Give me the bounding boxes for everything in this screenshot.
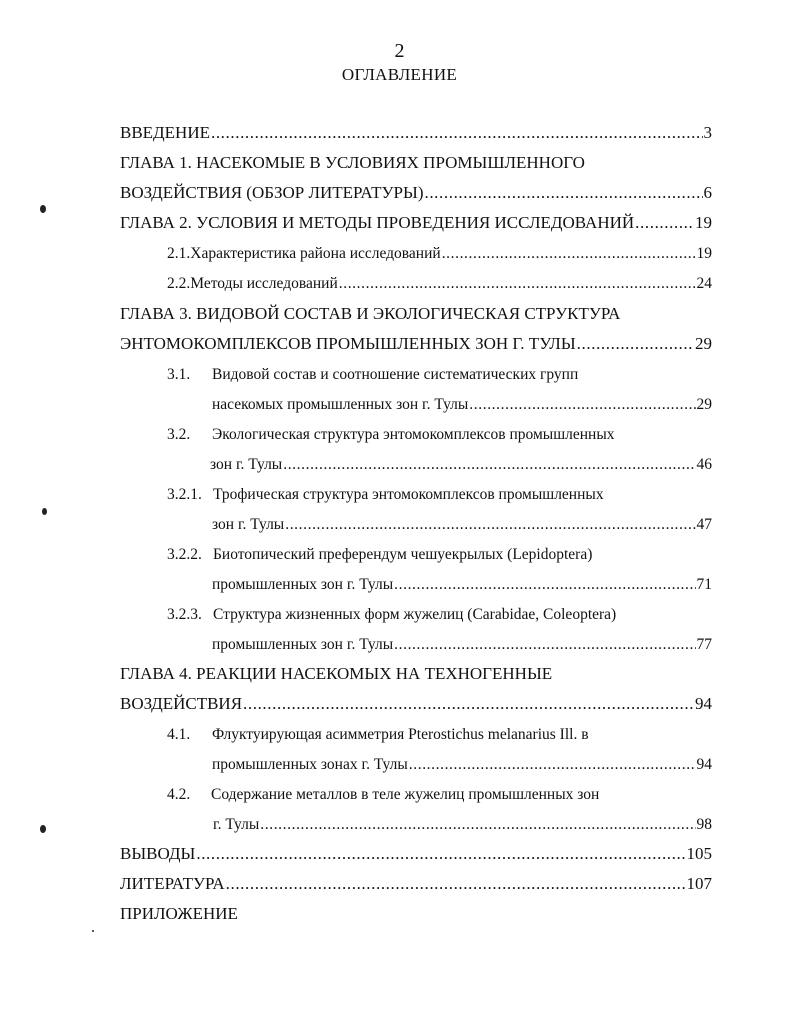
toc-entry-text: насекомых промышленных зон г. Тулы — [212, 396, 469, 413]
toc-leader-dots — [226, 872, 686, 896]
toc-entry-page: 105 — [686, 844, 712, 863]
toc-leader-dots — [442, 242, 696, 266]
scan-speck — [92, 930, 94, 932]
toc-entry-4-2-line2[interactable] — [213, 813, 712, 837]
toc-leader-dots — [577, 332, 694, 356]
toc-entry-page: 29 — [696, 396, 712, 413]
toc-entry-4-2-line1[interactable] — [167, 783, 712, 807]
toc-entry-text: ЛИТЕРАТУРА — [120, 874, 225, 893]
toc-entry-text: ВЫВОДЫ — [120, 844, 196, 863]
toc-entry-text: ЭНТОМОКОМПЛЕКСОВ ПРОМЫШЛЕННЫХ ЗОН Г. ТУЛЫ — [120, 334, 576, 353]
toc-entry-text: промышленных зон г. Тулы — [212, 636, 394, 653]
toc-entry-text: ПРИЛОЖЕНИЕ — [120, 904, 238, 923]
toc-leader-dots — [394, 633, 695, 657]
toc-entry-page: 19 — [696, 245, 712, 262]
toc-entry-text: Экологическая структура энтомокомплексов промышленных — [212, 426, 615, 443]
toc-entry-page: 46 — [696, 456, 712, 473]
toc-leader-dots — [394, 573, 695, 597]
toc-entry-page: 6 — [703, 183, 712, 202]
toc-entry-page: 47 — [696, 516, 712, 533]
toc-entry-text: зон г. Тулы — [210, 456, 283, 473]
toc-entry-text: Содержание металлов в теле жужелиц промышленных зон — [211, 786, 600, 803]
toc-entry-text: ГЛАВА 2. УСЛОВИЯ И МЕТОДЫ ПРОВЕДЕНИЯ ИССЛЕДОВАНИЙ — [120, 213, 635, 232]
toc-leader-dots — [424, 181, 702, 205]
toc-entry-literature[interactable] — [120, 872, 712, 896]
toc-leader-dots — [243, 692, 694, 716]
toc-entry-number: 4.2. — [167, 786, 191, 803]
toc-entry-page: 94 — [696, 756, 712, 773]
toc-entry-3-2-3-line2[interactable] — [212, 633, 712, 657]
toc-entry-2-1[interactable] — [167, 242, 712, 266]
toc-entry-ch1-line1[interactable] — [120, 151, 712, 175]
toc-entry-ch4-line2[interactable] — [120, 692, 712, 716]
toc-entry-number: 3.2.2. — [167, 546, 202, 563]
toc-entry-3-2-line2[interactable] — [210, 453, 712, 477]
toc-entry-page: 19 — [695, 213, 712, 232]
toc-entry-text: ВВЕДЕНИЕ — [120, 123, 210, 142]
toc-entry-ch2[interactable] — [120, 211, 712, 235]
toc-entry-page: 29 — [695, 334, 712, 353]
toc-leader-dots — [260, 813, 695, 837]
toc-entry-ch3-line2[interactable] — [120, 332, 712, 356]
toc-entry-page: 107 — [686, 874, 712, 893]
toc-entry-page: 77 — [696, 636, 712, 653]
toc-entry-conclusions[interactable] — [120, 842, 712, 866]
toc-leader-dots — [283, 453, 695, 477]
toc-entry-3-2-3-line1[interactable] — [167, 603, 712, 627]
toc-leader-dots — [469, 393, 695, 417]
toc-leader-dots — [285, 513, 695, 537]
toc-entry-text: зон г. Тулы — [212, 516, 285, 533]
toc-entry-text: Трофическая структура энтомокомплексов промышленных — [213, 486, 604, 503]
toc-entry-3-1-line1[interactable] — [167, 363, 712, 387]
toc-entry-4-1-line1[interactable] — [167, 723, 712, 747]
toc-leader-dots — [196, 842, 685, 866]
toc-leader-dots — [339, 272, 696, 296]
toc-entry-3-2-1-line2[interactable] — [212, 513, 712, 537]
toc-entry-3-2-2-line1[interactable] — [167, 543, 712, 567]
toc-entry-ch4-line1[interactable] — [120, 662, 712, 686]
toc-entry-text: ГЛАВА 1. НАСЕКОМЫЕ В УСЛОВИЯХ ПРОМЫШЛЕННОГО — [120, 153, 585, 172]
toc-entry-ch3-line1[interactable] — [120, 302, 712, 326]
toc-entry-page: 71 — [696, 576, 712, 593]
toc-entry-number: 4.1. — [167, 726, 191, 743]
scan-speck — [42, 508, 47, 515]
toc-entry-2-2[interactable] — [167, 272, 712, 296]
toc-entry-page: 98 — [696, 816, 712, 833]
toc-leader-dots — [409, 753, 696, 777]
toc-entry-text: ВОЗДЕЙСТВИЯ — [120, 694, 243, 713]
toc-entry-page: 94 — [695, 694, 712, 713]
scan-speck — [40, 205, 46, 213]
toc-entry-text: Биотопический преферендум чешуекрылых (Lepidoptera) — [213, 546, 593, 563]
toc-entry-number: 2.2. — [167, 275, 191, 292]
toc-entry-page: 24 — [696, 275, 712, 292]
toc-entry-number: 3.1. — [167, 366, 191, 383]
scan-speck — [40, 825, 46, 833]
toc-entry-text: Характеристика района исследований — [190, 245, 441, 262]
toc-entry-text: Структура жизненных форм жужелиц (Carabidae, Coleoptera) — [213, 606, 617, 623]
toc-entry-page: 3 — [703, 123, 712, 142]
toc-entry-ch1-line2[interactable] — [120, 181, 712, 205]
toc-entry-text: промышленных зонах г. Тулы — [212, 756, 408, 773]
toc-entry-3-2-2-line2[interactable] — [212, 573, 712, 597]
toc-leader-dots — [635, 211, 694, 235]
toc-entry-text: промышленных зон г. Тулы — [212, 576, 394, 593]
toc-leader-dots — [211, 121, 703, 145]
toc-entry-appendix[interactable] — [120, 902, 712, 926]
toc-entry-intro[interactable] — [120, 121, 712, 145]
toc-entry-text: Видовой состав и соотношение систематических групп — [212, 366, 579, 383]
toc-entry-number: 3.2. — [167, 426, 191, 443]
toc-entry-number: 3.2.1. — [167, 486, 202, 503]
toc-entry-text: ГЛАВА 4. РЕАКЦИИ НАСЕКОМЫХ НА ТЕХНОГЕННЫЕ — [120, 664, 553, 683]
toc-entry-text: ВОЗДЕЙСТВИЯ (ОБЗОР ЛИТЕРАТУРЫ) — [120, 183, 424, 202]
toc-entry-text: Флуктуирующая асимметрия Pterostichus melanarius Ill. в — [212, 726, 589, 743]
toc-entry-number: 2.1. — [167, 245, 191, 262]
toc-entry-text: г. Тулы — [213, 816, 260, 833]
toc-entry-3-1-line2[interactable] — [212, 393, 712, 417]
page-number: 2 — [394, 40, 405, 62]
toc-entry-number: 3.2.3. — [167, 606, 202, 623]
toc-title: ОГЛАВЛЕНИЕ — [341, 65, 458, 84]
toc-entry-3-2-1-line1[interactable] — [167, 483, 712, 507]
toc-entry-text: ГЛАВА 3. ВИДОВОЙ СОСТАВ И ЭКОЛОГИЧЕСКАЯ СТРУКТУРА — [120, 304, 621, 323]
toc-entry-3-2-line1[interactable] — [167, 423, 712, 447]
toc-entry-text: Методы исследований — [190, 275, 338, 292]
toc-entry-4-1-line2[interactable] — [212, 753, 712, 777]
